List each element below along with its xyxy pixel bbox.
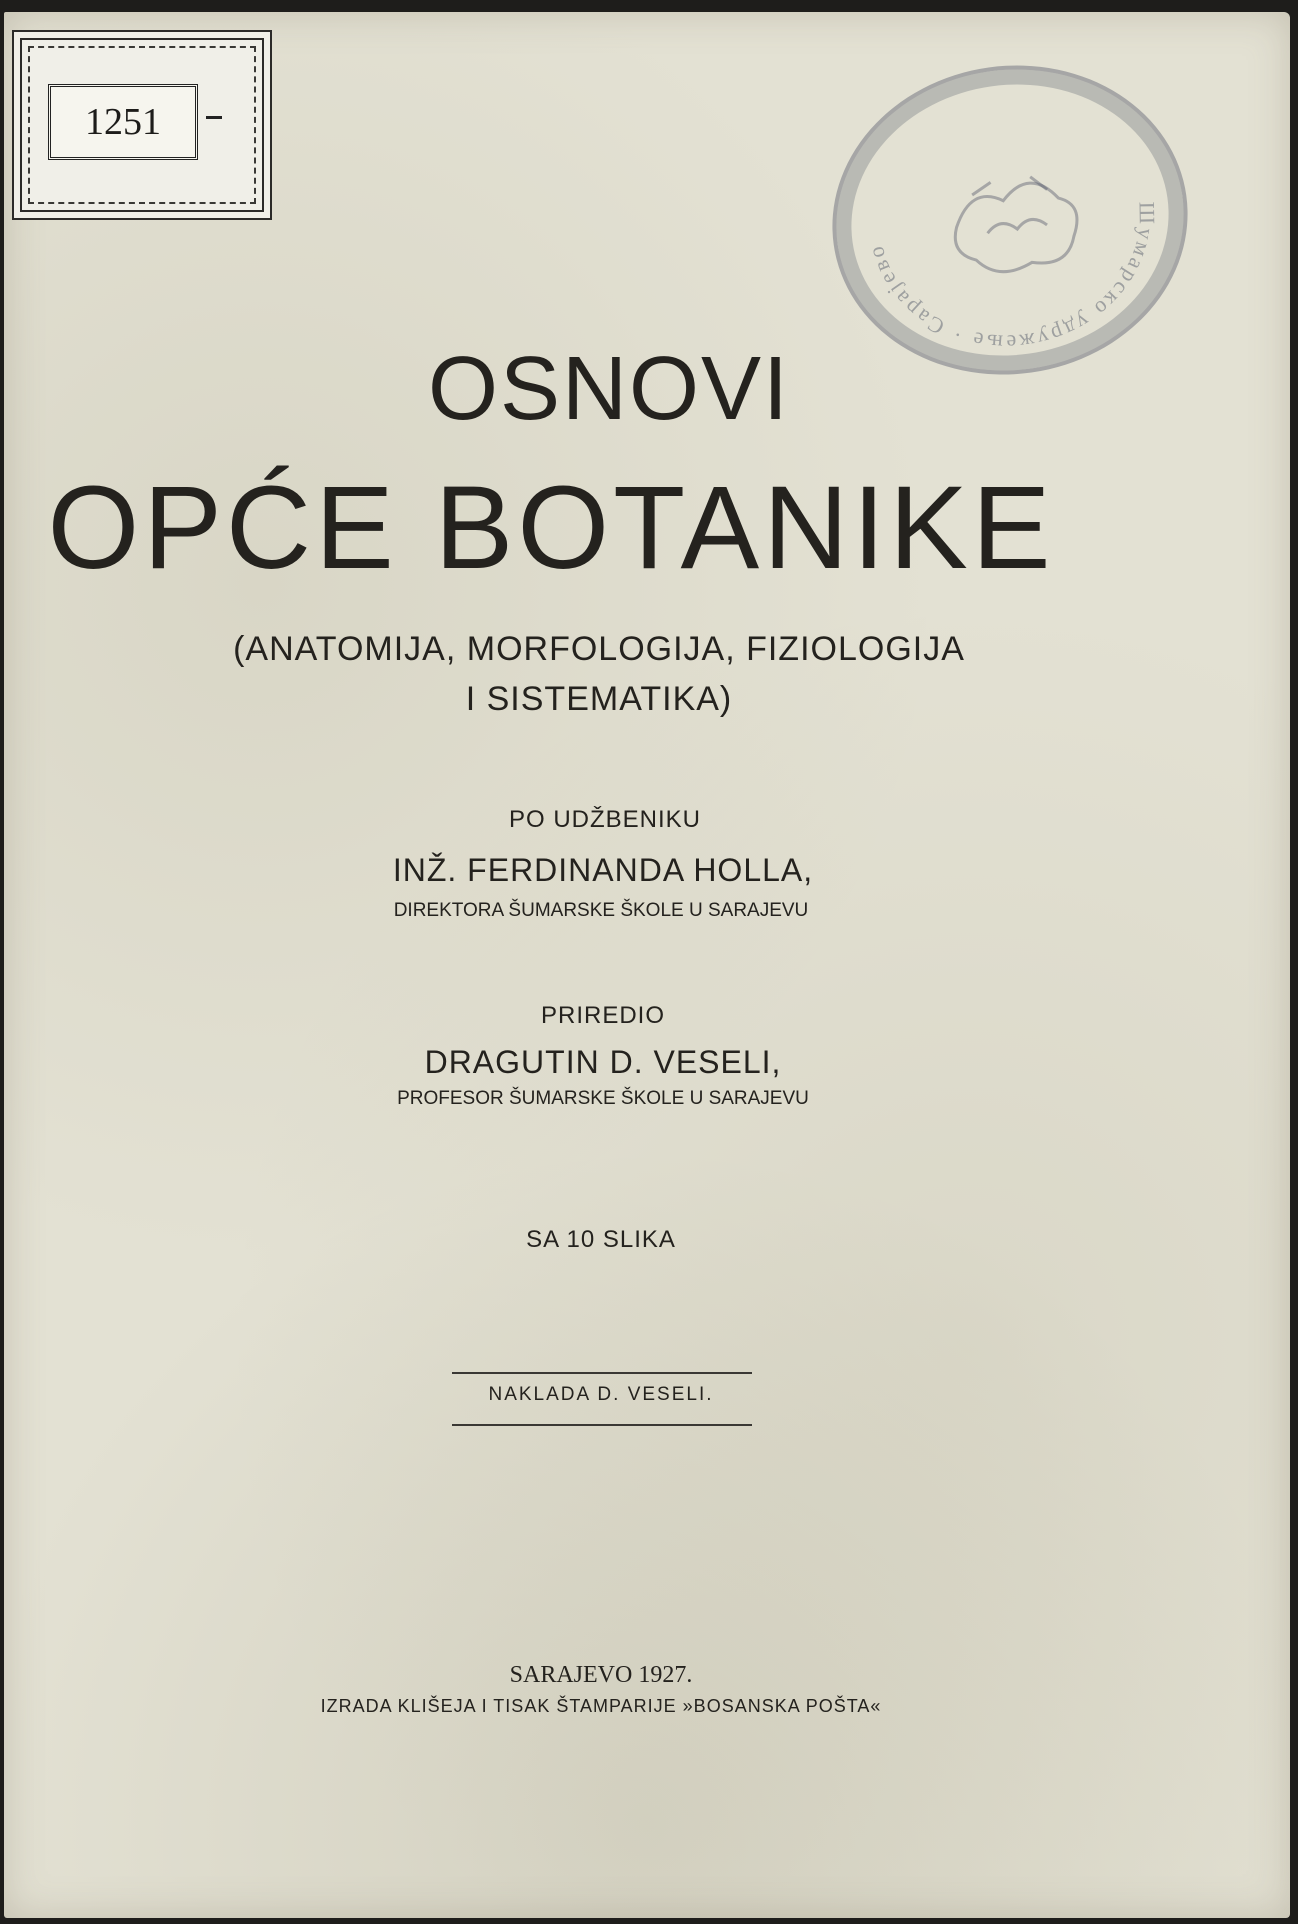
imprint-city-year: SARAJEVO 1927. — [509, 1662, 693, 1688]
editor-role: PROFESOR ŠUMARSKE ŠKOLE U SARAJEVU — [397, 1088, 809, 1109]
subtitle-line-1: (ANATOMIJA, MORFOLOGIJA, FIZIOLOGIJA — [233, 630, 965, 668]
subtitle-line-2: I SISTEMATIKA) — [465, 680, 733, 718]
title-line-2: OPĆE BOTANIKE — [47, 462, 1055, 594]
author-role: DIREKTORA ŠUMARSKE ŠKOLE U SARAJEVU — [393, 900, 809, 921]
illustrations-note: SA 10 SLIKA — [526, 1226, 676, 1253]
imprint-press: IZRADA KLIŠEJA I TISAK ŠTAMPARIJE »BOSANSKA POŠTA« — [320, 1696, 882, 1716]
divider-bottom — [452, 1424, 752, 1426]
catalog-number-suffix — [206, 116, 222, 119]
editor-name: DRAGUTIN D. VESELI, — [424, 1044, 782, 1080]
divider-top — [452, 1372, 752, 1374]
svg-text:Шумарско удружење · Сарајево: Шумарско удружење · Сарајево — [862, 201, 1160, 356]
catalog-label — [12, 30, 272, 220]
subtitle — [0, 624, 1248, 724]
catalog-number: 1251 — [48, 84, 198, 160]
author-intro: PO UDŽBENIKU — [508, 806, 702, 833]
author-name: INŽ. FERDINANDA HOLLA, — [392, 852, 814, 888]
title-line-1: OSNOVI — [427, 339, 791, 439]
publisher: NAKLADA D. VESELI. — [488, 1384, 714, 1405]
editor-intro: PRIREDIO — [540, 1002, 665, 1029]
